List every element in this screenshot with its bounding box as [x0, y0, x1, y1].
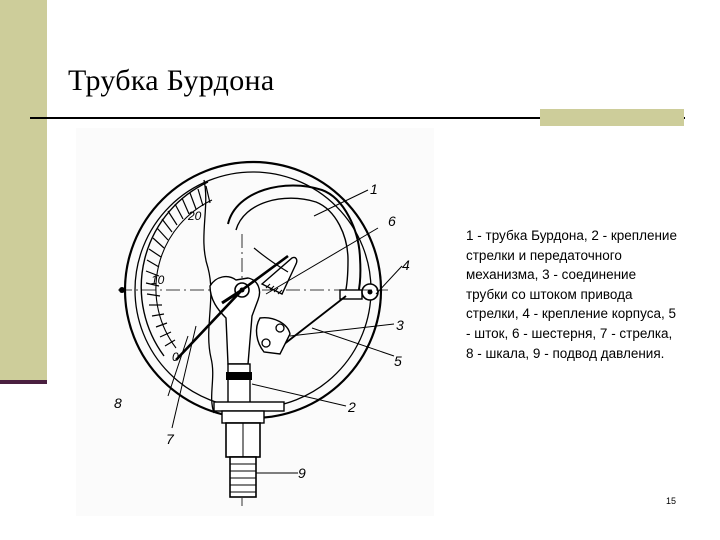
side-accent-bar — [0, 0, 47, 383]
mounting-bracket — [214, 402, 284, 411]
callout-9: 9 — [298, 465, 306, 481]
callout-1: 1 — [370, 181, 378, 197]
page-number: 15 — [666, 496, 677, 506]
mechanism-post — [228, 364, 250, 404]
side-accent-bar-edge — [0, 380, 47, 384]
figure-caption: 1 - трубка Бурдона, 2 - крепление стрелки и передаточного механизма, 3 - соединение трубки со штоком привода стрелки, 4 - крепление корпуса, 5 - шток, 6 - шестерня, 7 - стрелка, 8 - шкала, 9 - подвод давления. — [466, 228, 677, 361]
link-pin-a — [262, 339, 270, 347]
scale-label-0: 0 — [172, 350, 179, 364]
link-pin-b — [276, 324, 284, 332]
mounting-strap — [226, 372, 252, 380]
scale-label-10: 10 — [151, 273, 165, 287]
scale-label-20: 20 — [188, 209, 202, 223]
callout-8: 8 — [114, 395, 122, 411]
inlet-flange — [222, 411, 264, 423]
slide-title: Трубка Бурдона — [68, 64, 275, 97]
title-rule-accent — [540, 109, 684, 126]
callout-3: 3 — [396, 317, 404, 333]
callout-7: 7 — [166, 431, 174, 447]
callout-6: 6 — [388, 213, 396, 229]
inlet-thread — [230, 457, 256, 497]
callout-5: 5 — [394, 353, 402, 369]
callout-2: 2 — [348, 399, 356, 415]
callout-4: 4 — [402, 257, 410, 273]
bourdon-gauge-figure — [76, 128, 434, 516]
zero-marker-dot — [119, 287, 125, 293]
